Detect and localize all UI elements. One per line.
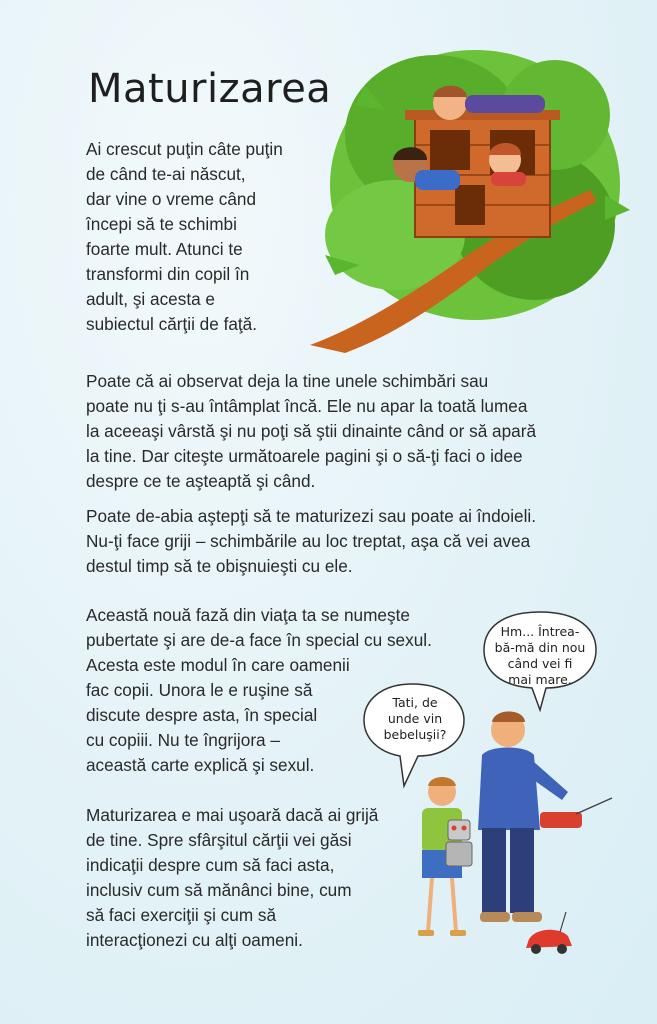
remote-control xyxy=(540,798,612,828)
father-child-illustration xyxy=(400,700,620,970)
puberty-paragraph: Această nouă fază din viaţa ta se numeşte pubertate şi are de-a face în special cu sexul. Acesta este modul în care oamenii fac copii. Unora le e ruşine să discute despre asta, în special cu copiii. Nu te îngrijora – această carte explică şi sexul. xyxy=(86,605,432,775)
page-title: Maturizarea xyxy=(88,66,332,112)
changes-paragraph: Poate că ai observat deja la tine unele schimbări sau poate nu ţi s-au întâmplat încă. Ele nu apar la toată lumea la aceeaşi vârstă şi nu poţi să ştii dinainte când or să apară la tine. Dar citeşte următoarele pagini şi o să-ţi faci o idee despre ce te aşteaptă şi când. xyxy=(86,371,536,491)
self-care-paragraph: Maturizarea e mai uşoară dacă ai grijă de tine. Spre sfârşitul cărţii vei găsi indicaţii despre cum să faci asta, inclusiv cum să mănânci bine, cum să faci exerciţii şi cum să interacţionezi cu alţi oameni. xyxy=(86,805,379,950)
treehouse-illustration xyxy=(305,25,635,355)
worries-paragraph: Poate de-abia aştepţi să te maturizezi sau poate ai îndoieli. Nu-ţi face griji – schimbările au loc treptat, aşa că vei avea destul timp să te obişnuieşti cu ele. xyxy=(86,506,537,576)
intro-paragraph: Ai crescut puţin câte puţin de când te-ai născut, dar vine o vreme când începi să te schimbi foarte mult. Atunci te transformi din copil în adult, şi acesta e subiectul cărţii de faţă. xyxy=(86,139,283,334)
robot-toy xyxy=(446,820,472,866)
dad-speech-text: Hm... Întrea- bă-mă din nou când vei fi mai mare. xyxy=(494,624,586,687)
kid-speech-text: Tati, de unde vin bebeluşii? xyxy=(383,695,447,742)
